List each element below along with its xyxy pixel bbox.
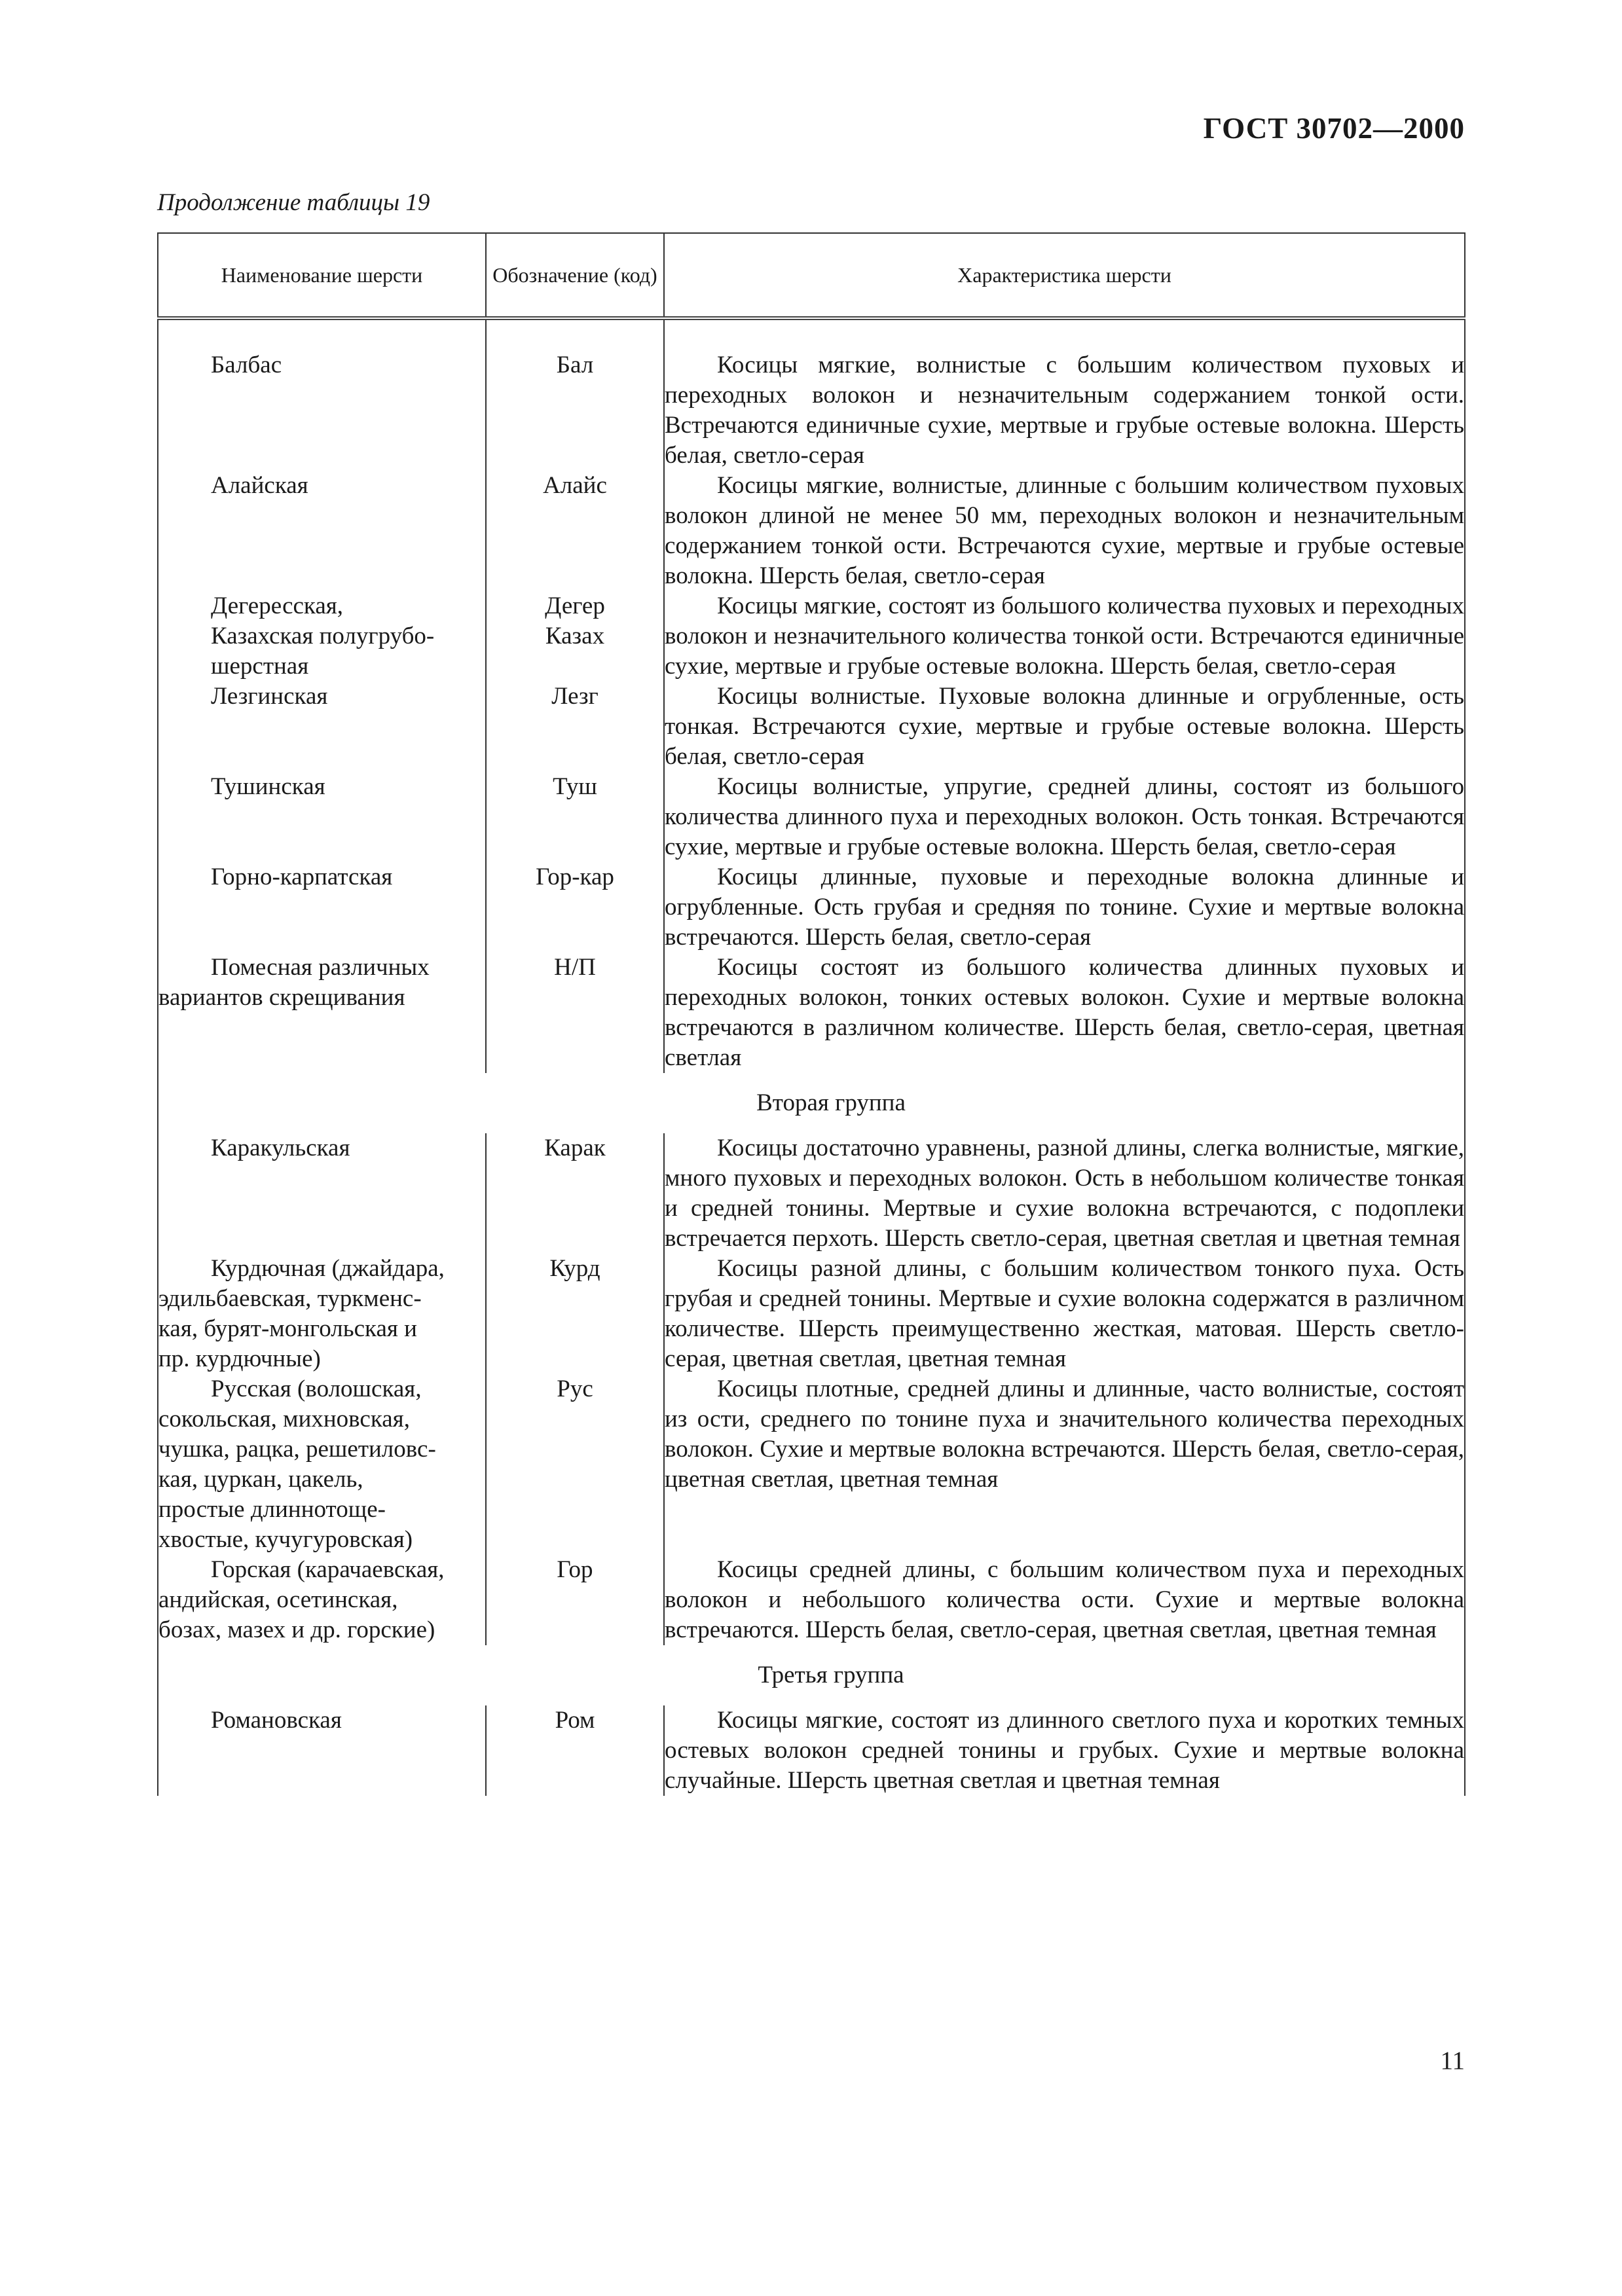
table-row [158,1254,1465,1374]
wool-name: Дегересская, [211,592,344,619]
wool-types-table [157,232,1465,1796]
wool-code: Лезг [551,683,599,710]
table-header-row [158,233,1465,318]
table-row [158,1133,1465,1254]
wool-name: кая, бурят-монгольская и [158,1315,417,1342]
wool-characteristic: Косицы состоят из большого количества длинных пуховых и переходных волокон, тонких остевых волокон. Сухие и мертвые волокна встречаются в различном количестве. Шерсть белая, светло-серая, цветная светлая [664,953,1465,1073]
wool-name: Казахская полугрубо- [211,623,435,649]
wool-code: Н/П [554,954,596,981]
wool-name: Помесная различных [211,954,430,981]
column-header-name: Наименование шерсти [158,233,486,318]
wool-name: хвостые, кучугуровская) [158,1526,413,1553]
column-header-code: Обозначение (код) [486,233,664,318]
wool-characteristic: Косицы достаточно уравнены, разной длины, слегка волнистые, мягкие, много пуховых и переходных волокон. Ость в небольшом количестве тонкая и средней тонины. Мертвые и сухие волокна встречаются, с подоплеки встречается перхоть. Шерсть светло-серая, цветная светлая и цветная темная [664,1133,1465,1254]
wool-name: Лезгинская [211,683,328,710]
wool-name: чушка, рацка, решетиловс- [158,1436,436,1463]
wool-name: Тушинская [211,773,325,800]
table-row [158,682,1465,772]
wool-characteristic: Косицы волнистые, упругие, средней длины, состоят из большого количества длинного пуха и переходных волокон. Ость тонкая. Встречаются сухие, мертвые и грубые остевые волокна. Шерсть белая, светло-серая [664,772,1465,862]
wool-characteristic: Косицы мягкие, волнистые, длинные с большим количеством пуховых волокон длиной не менее 50 мм, переходных волокон и незначительным содержанием тонкой ости. Встречаются сухие, мертвые и грубые остевые волокна. Шерсть белая, светло-серая [664,471,1465,591]
wool-characteristic: Косицы мягкие, состоят из длинного светлого пуха и коротких темных остевых волокон средней тонины и грубых. Сухие и мертвые волокна случайные. Шерсть цветная светлая и цветная темная [664,1705,1465,1796]
wool-code: Алайс [543,472,607,499]
table-row [158,1374,1465,1555]
table-row [158,471,1465,591]
wool-name: Горно-карпатская [211,864,393,890]
wool-characteristic: Косицы плотные, средней длины и длинные, часто волнистые, состоят из ости, среднего по тонине пуха и значительного количества переходных волокон. Сухие и мертвые волокна встречаются. Шерсть белая, светло-серая, цветная светлая, цветная темная [664,1374,1465,1555]
table-continuation-caption: Продолжение таблицы 19 [157,189,430,216]
wool-code: Бал [556,352,594,378]
wool-characteristic: Косицы средней длины, с большим количеством пуха и переходных волокон и небольшого количества ости. Сухие и мертвые волокна встречаются. Шерсть белая, светло-серая, цветная светлая, цветная темная [664,1555,1465,1645]
wool-name: андийская, осетинская, [158,1586,398,1613]
wool-characteristic: Косицы мягкие, волнистые с большим количеством пуховых и переходных волокон и незначительным содержанием тонкой ости. Встречаются единичные сухие, мертвые и грубые остевые волокна. Шерсть белая, светло-серая [664,350,1465,471]
wool-characteristic: Косицы длинные, пуховые и переходные волокна длинные и огрубленные. Ость грубая и средняя по тонине. Сухие и мертвые волокна встречаются. Шерсть белая, светло-серая [664,862,1465,953]
wool-code: Туш [553,773,597,800]
table-row [158,862,1465,953]
wool-name: Горская (карачаевская, [211,1556,445,1583]
wool-code: Курд [549,1255,600,1282]
wool-code: Ром [555,1707,595,1734]
wool-characteristic: Косицы мягкие, состоят из большого количества пуховых и переходных волокон и незначительного количества тонкой ости. Встречаются единичные сухие, мертвые и грубые остевые волокна. Шерсть белая, светло-серая [664,591,1465,682]
wool-name: Курдючная (джайдара, [211,1255,445,1282]
wool-name: Русская (волошская, [211,1376,422,1402]
column-header-characteristic: Характеристика шерсти [664,233,1465,318]
group-heading-row [158,1645,1465,1705]
wool-code: Гор [557,1556,593,1583]
wool-name: вариантов скрещивания [158,984,405,1011]
wool-name: сокольская, михновская, [158,1406,410,1432]
wool-name: шерстная [211,653,309,680]
wool-characteristic: Косицы волнистые. Пуховые волокна длинные и огрубленные, ость тонкая. Встречаются сухие, мертвые и грубые остевые волокна. Шерсть белая, светло-серая [664,682,1465,772]
wool-code: Карак [544,1135,606,1161]
table-spacer-row [158,318,1465,350]
wool-name: кая, цуркан, цакель, [158,1466,363,1493]
page-number: 11 [1440,2047,1465,2075]
wool-name: пр. курдючные) [158,1345,321,1372]
wool-name: Алайская [211,472,308,499]
wool-code: Гор-кар [536,864,614,890]
wool-code: Рус [557,1376,593,1402]
group-heading-row [158,1073,1465,1133]
wool-name: Балбас [211,352,282,378]
wool-name: бозах, мазех и др. горские) [158,1616,435,1643]
wool-name: Романовская [211,1707,342,1734]
table-row [158,1705,1465,1796]
document-number: ГОСТ 30702—2000 [1203,112,1465,145]
table-row [158,591,1465,682]
wool-characteristic: Косицы разной длины, с большим количеством тонкого пуха. Ость грубая и средней тонины. Мертвые и сухие волокна содержатся в различном количестве. Шерсть преимущественно жесткая, матовая. Шерсть светло-серая, цветная светлая, цветная темная [664,1254,1465,1374]
table-row [158,953,1465,1073]
group-title: Третья группа [758,1662,904,1688]
wool-code: Казах [545,623,605,649]
wool-code: Дегер [545,592,605,619]
table-row [158,772,1465,862]
wool-name: Каракульская [211,1135,350,1161]
table-row [158,1555,1465,1645]
table-row [158,350,1465,471]
wool-name: простые длиннотощe- [158,1496,386,1523]
wool-name: эдильбаевская, туркменс- [158,1285,422,1312]
group-title: Вторая группа [756,1089,906,1116]
